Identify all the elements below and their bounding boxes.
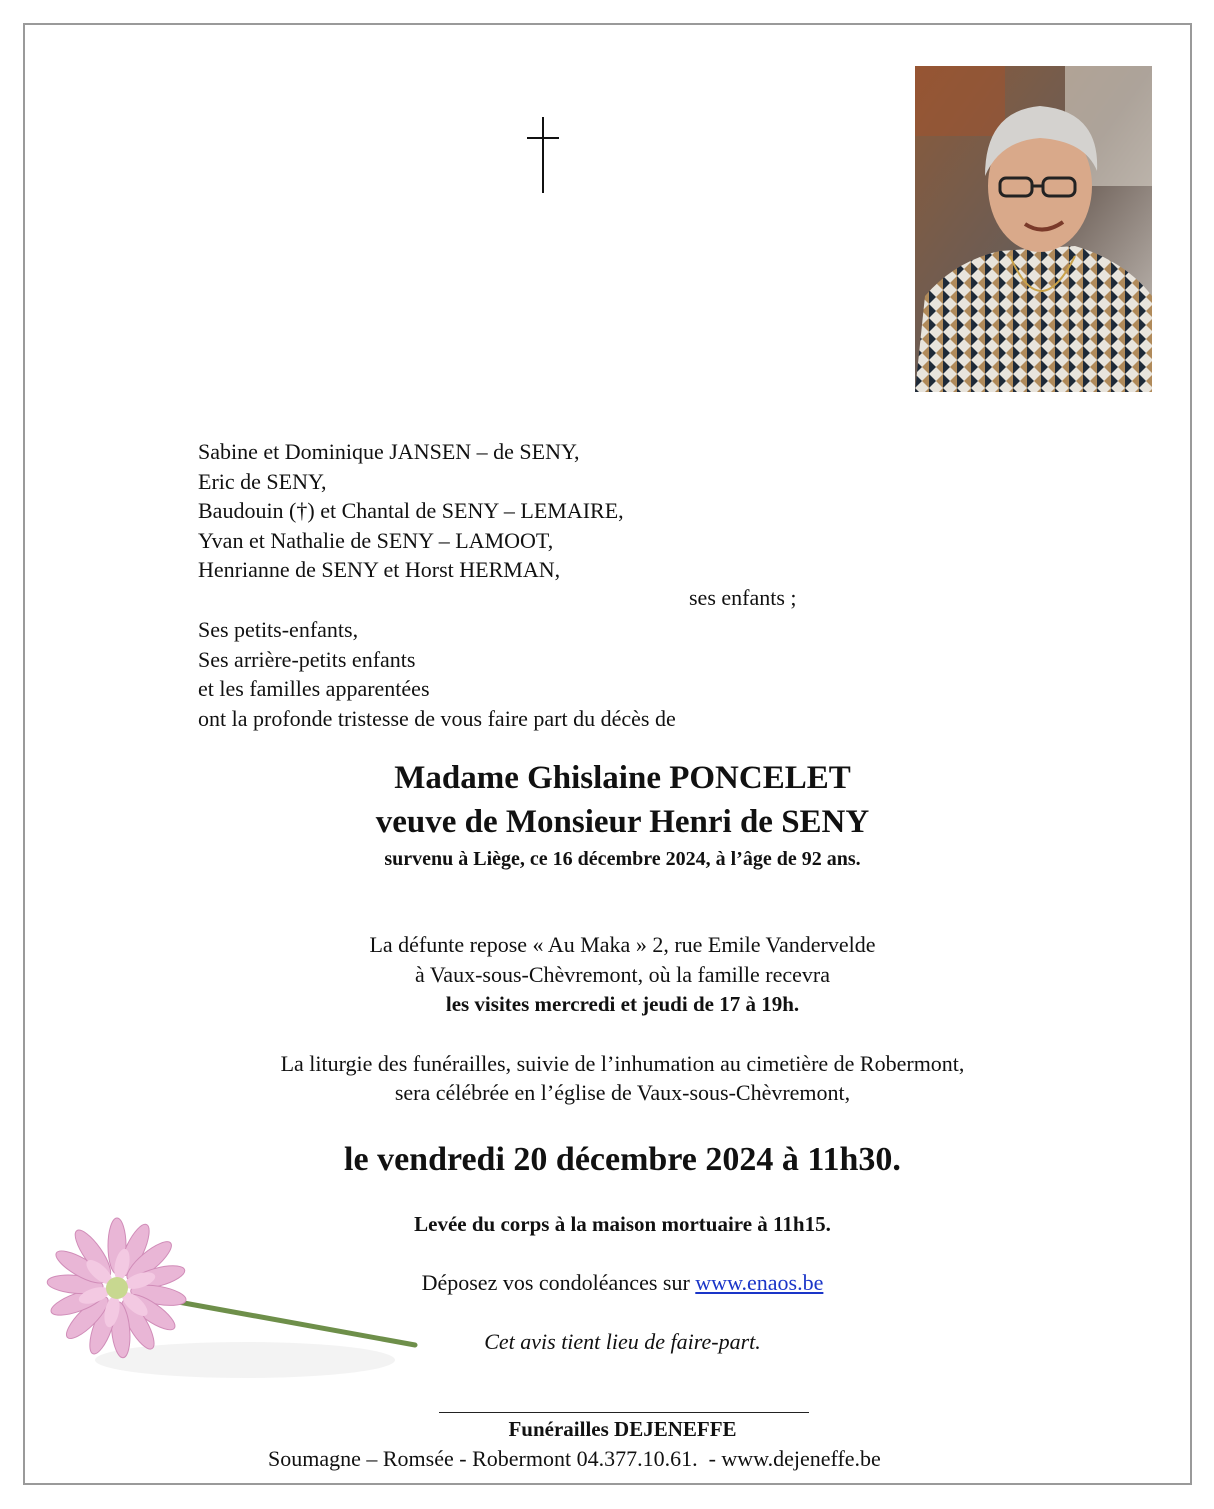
- children-label: ses enfants ;: [689, 585, 797, 610]
- pink-flower-image: [45, 1210, 425, 1405]
- portrait-photo: [915, 66, 1152, 392]
- relatives-list: [198, 615, 676, 733]
- family-line: Henrianne de SENY et Horst HERMAN,: [198, 557, 561, 582]
- footer-divider: [439, 1412, 809, 1413]
- relatives-line: Ses arrière-petits enfants: [198, 646, 416, 672]
- repose-line-1: La défunte repose « Au Maka » 2, rue Emile Vandervelde: [369, 932, 876, 957]
- liturgy-line-2: sera célébrée en l’église de Vaux-sous-Chèvremont,: [394, 1080, 851, 1105]
- footer-address: Soumagne – Romsée - Robermont 04.377.10.61. - www.dejeneffe.be: [268, 1446, 881, 1471]
- family-line: Sabine et Dominique JANSEN – de SENY,: [198, 439, 580, 464]
- condolences-link[interactable]: www.enaos.be: [695, 1270, 824, 1295]
- repose-line-2: à Vaux-sous-Chèvremont, où la famille recevra: [414, 962, 830, 987]
- family-list: [198, 437, 624, 585]
- family-line: Eric de SENY,: [198, 468, 327, 494]
- family-line: Baudouin (†) et Chantal de SENY – LEMAIRE,: [198, 498, 624, 523]
- funeral-date: le vendredi 20 décembre 2024 à 11h30.: [344, 1141, 901, 1178]
- deceased-name: Madame Ghislaine PONCELET: [394, 760, 851, 796]
- visits-line: les visites mercredi et jeudi de 17 à 19h.: [445, 992, 800, 1016]
- relatives-line: et les familles apparentées: [198, 676, 430, 701]
- funeral-company: Funérailles DEJENEFFE: [508, 1417, 737, 1441]
- family-line: Yvan et Nathalie de SENY – LAMOOT,: [198, 527, 554, 553]
- deceased-spouse: veuve de Monsieur Henri de SENY: [375, 804, 870, 840]
- notice-line: Cet avis tient lieu de faire-part.: [484, 1329, 761, 1354]
- latin-cross-icon: [526, 117, 560, 193]
- levee-line: Levée du corps à la maison mortuaire à 11h15.: [414, 1212, 831, 1236]
- relatives-line: ont la profonde tristesse de vous faire part du décès de: [198, 705, 676, 731]
- liturgy-line-1: La liturgie des funérailles, suivie de l’inhumation au cimetière de Robermont,: [280, 1051, 965, 1076]
- condolences-prefix: Déposez vos condoléances sur: [421, 1270, 696, 1295]
- relatives-line: Ses petits-enfants,: [198, 617, 359, 642]
- deceased-details: survenu à Liège, ce 16 décembre 2024, à l’âge de 92 ans.: [384, 848, 861, 870]
